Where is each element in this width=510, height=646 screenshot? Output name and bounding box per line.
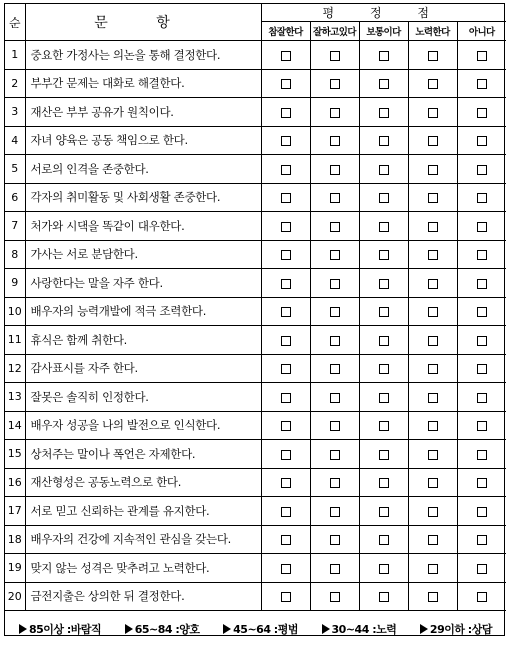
checkbox-icon[interactable] (428, 136, 438, 146)
rating-cell (457, 554, 506, 583)
checkbox-icon[interactable] (281, 421, 291, 431)
rating-cell (408, 468, 457, 497)
question-row (5, 269, 506, 298)
rating-cell (261, 354, 310, 383)
rating-cell (359, 326, 408, 355)
question-number: 8 (5, 240, 25, 269)
score-legend (5, 611, 506, 646)
checkbox-icon[interactable] (281, 507, 291, 517)
checkbox-icon[interactable] (477, 421, 487, 431)
rating-cell (310, 497, 359, 526)
checkbox-icon[interactable] (477, 79, 487, 89)
checkbox-icon[interactable] (379, 507, 389, 517)
checkbox-icon[interactable] (281, 336, 291, 346)
rating-cell (408, 41, 457, 70)
rating-cell (408, 525, 457, 554)
checkbox-icon[interactable] (379, 450, 389, 460)
question-row (5, 326, 506, 355)
rating-cell (359, 69, 408, 98)
question-text: 재산형성은 공동노력으로 한다. (25, 468, 261, 497)
question-text: 휴식은 함께 취한다. (25, 326, 261, 355)
rating-cell (359, 468, 408, 497)
checkbox-icon[interactable] (379, 165, 389, 175)
rating-cell (310, 525, 359, 554)
rating-cell (261, 41, 310, 70)
checkbox-icon[interactable] (281, 222, 291, 232)
checkbox-icon[interactable] (477, 51, 487, 61)
checkbox-icon[interactable] (477, 592, 487, 602)
question-row (5, 468, 506, 497)
question-number: 13 (5, 383, 25, 412)
rating-cell (310, 126, 359, 155)
legend-item (420, 621, 492, 637)
triangle-bullet-icon (223, 624, 231, 634)
checkbox-icon[interactable] (477, 307, 487, 317)
question-text: 잘못은 솔직히 인정한다. (25, 383, 261, 412)
rating-cell (457, 41, 506, 70)
checkbox-icon[interactable] (330, 450, 340, 460)
question-number: 11 (5, 326, 25, 355)
checkbox-icon[interactable] (428, 393, 438, 403)
rating-cell (310, 240, 359, 269)
checkbox-icon[interactable] (281, 136, 291, 146)
rating-cell (408, 212, 457, 241)
rating-cell (261, 126, 310, 155)
checkbox-icon[interactable] (281, 535, 291, 545)
checkbox-icon[interactable] (330, 336, 340, 346)
rating-cell (261, 240, 310, 269)
checkbox-icon[interactable] (330, 535, 340, 545)
checkbox-icon[interactable] (428, 364, 438, 374)
checkbox-icon[interactable] (281, 250, 291, 260)
rating-cell (457, 269, 506, 298)
question-row (5, 411, 506, 440)
checkbox-icon[interactable] (428, 222, 438, 232)
rating-cell (457, 98, 506, 127)
checkbox-icon[interactable] (477, 336, 487, 346)
rating-cell (408, 497, 457, 526)
rating-cell (408, 240, 457, 269)
legend-text: 45~64 :평범 (233, 621, 298, 637)
question-row (5, 183, 506, 212)
rating-cell (359, 411, 408, 440)
checkbox-icon[interactable] (428, 450, 438, 460)
rating-cell (408, 126, 457, 155)
question-text: 가사는 서로 분담한다. (25, 240, 261, 269)
question-row (5, 240, 506, 269)
triangle-bullet-icon (125, 624, 133, 634)
header-rating: 평 정 점 (261, 4, 506, 22)
rating-cell (408, 98, 457, 127)
checkbox-icon[interactable] (379, 535, 389, 545)
question-number: 6 (5, 183, 25, 212)
rating-cell (261, 269, 310, 298)
rating-cell (457, 183, 506, 212)
checkbox-icon[interactable] (477, 136, 487, 146)
question-text: 서로의 인격을 존중한다. (25, 155, 261, 184)
legend-text: 30~44 :노력 (332, 621, 397, 637)
rating-cell (457, 440, 506, 469)
question-text: 부부간 문제는 대화로 해결한다. (25, 69, 261, 98)
rating-cell (457, 354, 506, 383)
question-number: 5 (5, 155, 25, 184)
evaluation-table (5, 4, 506, 646)
question-number: 3 (5, 98, 25, 127)
checkbox-icon[interactable] (281, 592, 291, 602)
question-text: 맞지 않는 성격은 맞추려고 노력한다. (25, 554, 261, 583)
checkbox-icon[interactable] (281, 478, 291, 488)
rating-cell (261, 98, 310, 127)
rating-cell (261, 497, 310, 526)
checkbox-icon[interactable] (330, 393, 340, 403)
question-number: 2 (5, 69, 25, 98)
checkbox-icon[interactable] (477, 450, 487, 460)
rating-cell (408, 554, 457, 583)
rating-cell (457, 240, 506, 269)
rating-cell (408, 326, 457, 355)
triangle-bullet-icon (322, 624, 330, 634)
rating-cell (457, 69, 506, 98)
checkbox-icon[interactable] (477, 478, 487, 488)
rating-cell (408, 411, 457, 440)
checkbox-icon[interactable] (428, 507, 438, 517)
question-row (5, 212, 506, 241)
checkbox-icon[interactable] (330, 279, 340, 289)
question-number: 4 (5, 126, 25, 155)
rating-cell (261, 212, 310, 241)
rating-cell (359, 269, 408, 298)
checkbox-icon[interactable] (379, 279, 389, 289)
rating-cell (261, 525, 310, 554)
rating-cell (310, 468, 359, 497)
rating-cell (261, 383, 310, 412)
rating-cell (457, 411, 506, 440)
rating-cell (359, 212, 408, 241)
question-text: 금전지출은 상의한 뒤 결정한다. (25, 582, 261, 611)
checkbox-icon[interactable] (379, 51, 389, 61)
rating-cell (261, 411, 310, 440)
checkbox-icon[interactable] (477, 193, 487, 203)
header-option: 잘하고있다 (310, 22, 359, 41)
header-num: 순 (5, 4, 25, 41)
rating-cell (359, 525, 408, 554)
rating-cell (310, 554, 359, 583)
checkbox-icon[interactable] (281, 108, 291, 118)
checkbox-icon[interactable] (330, 592, 340, 602)
question-text: 상처주는 말이나 폭언은 자제한다. (25, 440, 261, 469)
checkbox-icon[interactable] (477, 222, 487, 232)
rating-cell (261, 155, 310, 184)
checkbox-icon[interactable] (379, 250, 389, 260)
rating-cell (457, 212, 506, 241)
rating-cell (359, 383, 408, 412)
triangle-bullet-icon (19, 624, 27, 634)
checkbox-icon[interactable] (281, 307, 291, 317)
legend-text: 85이상 :바람직 (29, 621, 101, 637)
legend-item (125, 621, 200, 637)
question-text: 처가와 시댁을 똑같이 대우한다. (25, 212, 261, 241)
rating-cell (310, 440, 359, 469)
checkbox-icon[interactable] (379, 478, 389, 488)
checkbox-icon[interactable] (428, 279, 438, 289)
question-text: 중요한 가정사는 의논을 통해 결정한다. (25, 41, 261, 70)
checkbox-icon[interactable] (281, 450, 291, 460)
question-number: 14 (5, 411, 25, 440)
question-row (5, 497, 506, 526)
rating-cell (310, 98, 359, 127)
question-row (5, 155, 506, 184)
checkbox-icon[interactable] (477, 165, 487, 175)
triangle-bullet-icon (420, 624, 428, 634)
question-number: 9 (5, 269, 25, 298)
checkbox-icon[interactable] (330, 421, 340, 431)
checkbox-icon[interactable] (477, 364, 487, 374)
legend-item (19, 621, 101, 637)
checkbox-icon[interactable] (379, 193, 389, 203)
rating-cell (408, 297, 457, 326)
rating-cell (457, 383, 506, 412)
rating-cell (261, 297, 310, 326)
checkbox-icon[interactable] (428, 535, 438, 545)
rating-cell (261, 582, 310, 611)
question-row (5, 383, 506, 412)
question-number: 1 (5, 41, 25, 70)
checkbox-icon[interactable] (281, 79, 291, 89)
question-number: 17 (5, 497, 25, 526)
checkbox-icon[interactable] (428, 421, 438, 431)
checkbox-icon[interactable] (477, 108, 487, 118)
checkbox-icon[interactable] (281, 193, 291, 203)
header-option: 아니다 (457, 22, 506, 41)
rating-cell (359, 297, 408, 326)
checkbox-icon[interactable] (428, 250, 438, 260)
checkbox-icon[interactable] (379, 79, 389, 89)
checkbox-icon[interactable] (379, 421, 389, 431)
question-row (5, 440, 506, 469)
rating-cell (408, 69, 457, 98)
legend-item (223, 621, 298, 637)
rating-cell (359, 155, 408, 184)
rating-cell (359, 126, 408, 155)
question-text: 자녀 양육은 공동 책임으로 한다. (25, 126, 261, 155)
checkbox-icon[interactable] (379, 393, 389, 403)
checkbox-icon[interactable] (428, 51, 438, 61)
rating-cell (457, 297, 506, 326)
rating-cell (359, 354, 408, 383)
legend-text: 65~84 :양호 (135, 621, 200, 637)
question-row (5, 98, 506, 127)
checkbox-icon[interactable] (330, 51, 340, 61)
checkbox-icon[interactable] (428, 336, 438, 346)
question-row (5, 69, 506, 98)
question-number: 19 (5, 554, 25, 583)
question-number: 10 (5, 297, 25, 326)
rating-cell (310, 354, 359, 383)
checkbox-icon[interactable] (379, 592, 389, 602)
checkbox-icon[interactable] (379, 222, 389, 232)
rating-cell (261, 69, 310, 98)
question-text: 각자의 취미활동 및 사회생활 존중한다. (25, 183, 261, 212)
rating-cell (310, 269, 359, 298)
rating-cell (359, 183, 408, 212)
checkbox-icon[interactable] (330, 79, 340, 89)
rating-cell (261, 468, 310, 497)
rating-cell (408, 354, 457, 383)
rating-cell (457, 326, 506, 355)
question-text: 감사표시를 자주 한다. (25, 354, 261, 383)
rating-cell (310, 212, 359, 241)
rating-cell (310, 69, 359, 98)
rating-cell (408, 582, 457, 611)
header-item: 문 항 (25, 4, 261, 41)
rating-cell (310, 297, 359, 326)
legend-text: 29이하 :상담 (430, 621, 492, 637)
rating-cell (261, 326, 310, 355)
checkbox-icon[interactable] (330, 165, 340, 175)
checkbox-icon[interactable] (379, 564, 389, 574)
checkbox-icon[interactable] (379, 336, 389, 346)
question-row (5, 354, 506, 383)
checkbox-icon[interactable] (281, 165, 291, 175)
checkbox-icon[interactable] (330, 250, 340, 260)
question-row (5, 41, 506, 70)
checkbox-icon[interactable] (281, 51, 291, 61)
rating-cell (408, 155, 457, 184)
question-number: 7 (5, 212, 25, 241)
checkbox-icon[interactable] (477, 564, 487, 574)
checkbox-icon[interactable] (379, 364, 389, 374)
rating-cell (408, 269, 457, 298)
rating-cell (310, 183, 359, 212)
checkbox-icon[interactable] (330, 108, 340, 118)
legend-item (322, 621, 397, 637)
checkbox-icon[interactable] (428, 307, 438, 317)
question-row (5, 554, 506, 583)
rating-cell (359, 98, 408, 127)
checkbox-icon[interactable] (379, 136, 389, 146)
rating-cell (408, 440, 457, 469)
checkbox-icon[interactable] (428, 564, 438, 574)
question-text: 배우자의 건강에 지속적인 관심을 갖는다. (25, 525, 261, 554)
checkbox-icon[interactable] (379, 307, 389, 317)
rating-cell (457, 497, 506, 526)
rating-cell (310, 582, 359, 611)
question-text: 배우자의 능력개발에 적극 조력한다. (25, 297, 261, 326)
rating-cell (359, 582, 408, 611)
rating-cell (408, 383, 457, 412)
question-row (5, 126, 506, 155)
checkbox-icon[interactable] (330, 307, 340, 317)
header-option: 참잘한다 (261, 22, 310, 41)
question-row (5, 525, 506, 554)
checkbox-icon[interactable] (281, 564, 291, 574)
header-option: 노력한다 (408, 22, 457, 41)
question-number: 20 (5, 582, 25, 611)
rating-cell (457, 155, 506, 184)
checkbox-icon[interactable] (428, 193, 438, 203)
checkbox-icon[interactable] (281, 364, 291, 374)
checkbox-icon[interactable] (330, 478, 340, 488)
question-number: 16 (5, 468, 25, 497)
rating-cell (359, 440, 408, 469)
checkbox-icon[interactable] (330, 222, 340, 232)
checkbox-icon[interactable] (477, 250, 487, 260)
question-number: 18 (5, 525, 25, 554)
question-row (5, 297, 506, 326)
rating-cell (359, 497, 408, 526)
rating-cell (261, 183, 310, 212)
checkbox-icon[interactable] (379, 108, 389, 118)
checkbox-icon[interactable] (330, 364, 340, 374)
checkbox-icon[interactable] (330, 507, 340, 517)
rating-cell (261, 554, 310, 583)
checkbox-icon[interactable] (428, 108, 438, 118)
rating-cell (457, 582, 506, 611)
rating-cell (457, 126, 506, 155)
checkbox-icon[interactable] (281, 393, 291, 403)
rating-cell (457, 525, 506, 554)
question-text: 재산은 부부 공유가 원칙이다. (25, 98, 261, 127)
checkbox-icon[interactable] (477, 279, 487, 289)
rating-cell (359, 240, 408, 269)
rating-cell (359, 41, 408, 70)
checkbox-icon[interactable] (477, 535, 487, 545)
checkbox-icon[interactable] (477, 507, 487, 517)
question-text: 사랑한다는 말을 자주 한다. (25, 269, 261, 298)
checkbox-icon[interactable] (428, 478, 438, 488)
rating-cell (359, 554, 408, 583)
question-row (5, 582, 506, 611)
question-text: 배우자 성공을 나의 발전으로 인식한다. (25, 411, 261, 440)
rating-cell (310, 411, 359, 440)
question-number: 15 (5, 440, 25, 469)
rating-cell (261, 440, 310, 469)
rating-cell (310, 41, 359, 70)
rating-cell (310, 383, 359, 412)
checkbox-icon[interactable] (428, 165, 438, 175)
checkbox-icon[interactable] (330, 564, 340, 574)
rating-cell (457, 468, 506, 497)
evaluation-form (4, 3, 505, 636)
checkbox-icon[interactable] (330, 136, 340, 146)
header-option: 보통이다 (359, 22, 408, 41)
rating-cell (310, 155, 359, 184)
checkbox-icon[interactable] (281, 279, 291, 289)
checkbox-icon[interactable] (477, 393, 487, 403)
checkbox-icon[interactable] (428, 79, 438, 89)
question-text: 서로 믿고 신뢰하는 관계를 유지한다. (25, 497, 261, 526)
checkbox-icon[interactable] (330, 193, 340, 203)
checkbox-icon[interactable] (428, 592, 438, 602)
rating-cell (310, 326, 359, 355)
rating-cell (408, 183, 457, 212)
question-number: 12 (5, 354, 25, 383)
